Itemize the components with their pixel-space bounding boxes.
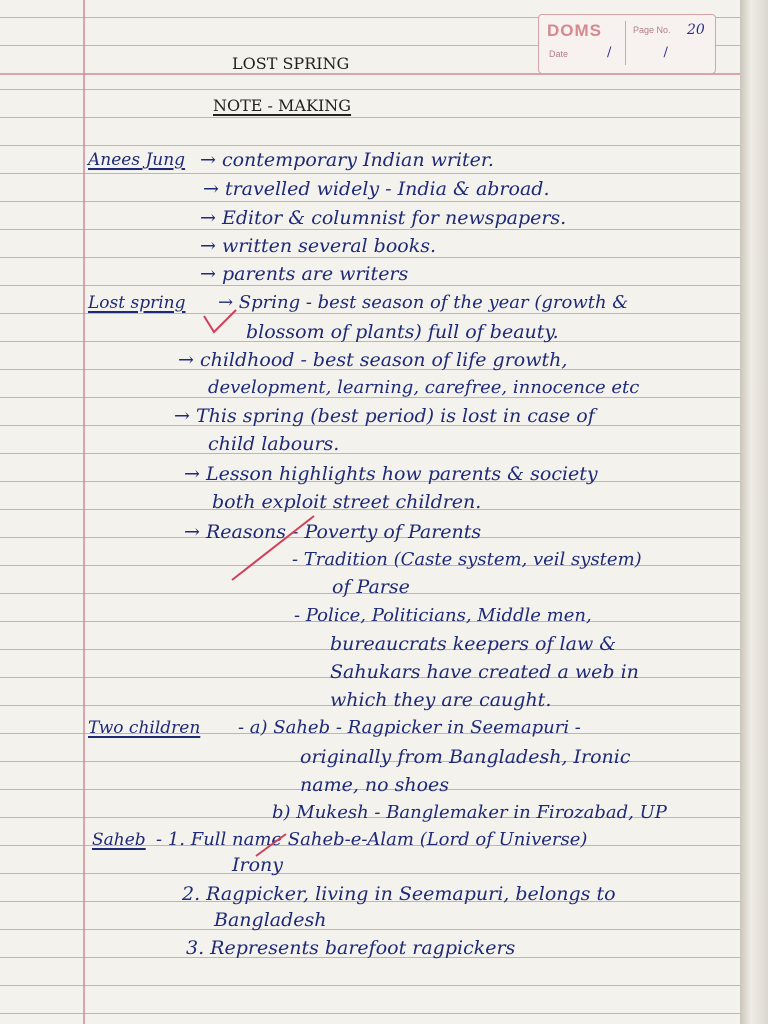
- page-no-label: Page No.: [633, 25, 671, 35]
- note-line: - Police, Politicians, Middle men,: [294, 605, 592, 626]
- note-line: - a) Saheb - Ragpicker in Seemapuri -: [238, 717, 581, 738]
- page-number: 20: [687, 22, 705, 38]
- note-line: → written several books.: [200, 235, 437, 257]
- date-label: Date: [549, 49, 569, 59]
- note-line: → This spring (best period) is lost in case of: [174, 405, 595, 427]
- note-line: blossom of plants) full of beauty.: [246, 321, 559, 343]
- note-line: → Spring - best season of the year (growth &: [218, 292, 629, 313]
- note-line: → Reasons - Poverty of Parents: [184, 521, 482, 543]
- note-line: → childhood - best season of life growth,: [178, 349, 568, 371]
- topic-two-children: Two children: [88, 718, 201, 738]
- check-mark-icon: [250, 830, 290, 860]
- note-line: → Lesson highlights how parents & society: [184, 463, 598, 485]
- topic-anees-jung: Anees Jung: [88, 150, 186, 170]
- note-line: → Editor & columnist for newspapers.: [200, 207, 567, 229]
- note-title: LOST SPRING: [232, 54, 350, 73]
- note-line: child labours.: [208, 433, 340, 455]
- note-line: b) Mukesh - Banglemaker in Firozabad, UP: [272, 802, 667, 823]
- notebook-page-edge: [740, 0, 768, 1024]
- note-line: bureaucrats keepers of law &: [330, 633, 617, 655]
- note-line: - 1. Full name Saheb-e-Alam (Lord of Universe): [156, 829, 588, 850]
- note-line: 2. Ragpicker, living in Seemapuri, belongs to: [182, 883, 616, 905]
- topic-saheb: Saheb: [92, 830, 146, 850]
- note-line: - Tradition (Caste system, veil system): [292, 549, 642, 570]
- note-line: of Parse: [332, 576, 410, 598]
- topic-lost-spring: Lost spring: [88, 293, 186, 313]
- note-line: originally from Bangladesh, Ironic: [300, 746, 631, 768]
- page-header-box: [538, 14, 716, 74]
- note-line: 3. Represents barefoot ragpickers: [186, 937, 516, 959]
- note-line: development, learning, carefree, innocence etc: [208, 377, 640, 398]
- check-mark-icon: [228, 510, 318, 585]
- note-line: Sahukars have created a web in: [330, 661, 639, 683]
- note-subtitle: NOTE - MAKING: [213, 96, 352, 115]
- note-line: → parents are writers: [200, 263, 409, 285]
- note-line: → travelled widely - India & abroad.: [203, 178, 550, 200]
- date-value: / /: [607, 45, 692, 60]
- note-line: which they are caught.: [330, 689, 552, 711]
- check-mark-icon: [200, 306, 240, 336]
- note-line: both exploit street children.: [212, 491, 482, 513]
- note-line: name, no shoes: [300, 774, 450, 796]
- note-line: Irony: [232, 854, 283, 876]
- note-line: Bangladesh: [214, 909, 327, 931]
- brand-logo: DOMS: [547, 21, 602, 40]
- note-line: → contemporary Indian writer.: [200, 149, 494, 171]
